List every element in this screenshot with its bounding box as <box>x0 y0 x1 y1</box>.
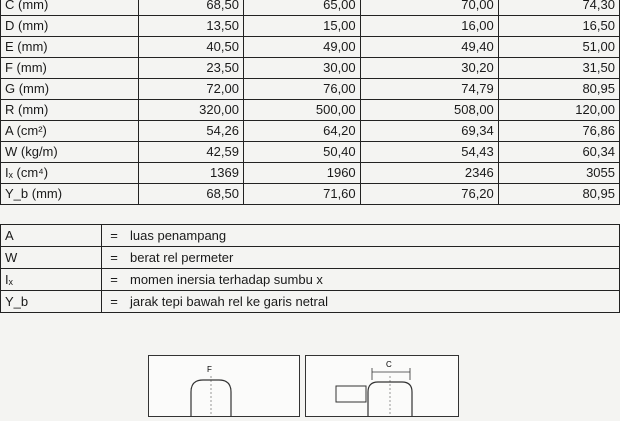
rail-head-outline <box>368 382 412 416</box>
rail-profile-drawing <box>306 356 458 416</box>
dimension-label-c: C <box>386 360 392 369</box>
rail-detail-box <box>336 386 366 402</box>
cell: 500,00 <box>243 100 360 121</box>
cell: 13,50 <box>138 16 243 37</box>
cell: 60,34 <box>498 142 619 163</box>
row-label: A (cm²) <box>1 121 139 142</box>
legend-equals: = <box>102 247 127 269</box>
cell: 80,95 <box>498 79 619 100</box>
table-row <box>1 163 620 184</box>
cell: 68,50 <box>138 0 243 16</box>
cell: 64,20 <box>243 121 360 142</box>
row-label: Y_b (mm) <box>1 184 139 205</box>
legend-row <box>1 225 620 247</box>
table-row <box>1 142 620 163</box>
cell: 2346 <box>360 163 498 184</box>
row-label: G (mm) <box>1 79 139 100</box>
row-label: F (mm) <box>1 58 139 79</box>
table-row <box>1 16 620 37</box>
rail-profile-drawing <box>149 356 299 416</box>
cell: 76,20 <box>360 184 498 205</box>
cell: 3055 <box>498 163 619 184</box>
cell: 508,00 <box>360 100 498 121</box>
cell: 42,59 <box>138 142 243 163</box>
legend-description: jarak tepi bawah rel ke garis netral <box>126 291 620 313</box>
legend-equals: = <box>102 291 127 313</box>
table-row <box>1 121 620 142</box>
cell: 49,00 <box>243 37 360 58</box>
cell: 72,00 <box>138 79 243 100</box>
table-row <box>1 184 620 205</box>
cell: 54,43 <box>360 142 498 163</box>
rail-profile-figure-left <box>148 355 300 417</box>
legend-row <box>1 269 620 291</box>
dimension-label-f: F <box>207 365 212 374</box>
table-row <box>1 58 620 79</box>
cell: 320,00 <box>138 100 243 121</box>
table-row <box>1 37 620 58</box>
legend-symbol: Iₓ <box>1 269 102 291</box>
legend-description: momen inersia terhadap sumbu x <box>126 269 620 291</box>
cell: 15,00 <box>243 16 360 37</box>
legend-description: berat rel permeter <box>126 247 620 269</box>
cell: 31,50 <box>498 58 619 79</box>
legend-symbol: W <box>1 247 102 269</box>
cell: 49,40 <box>360 37 498 58</box>
cell: 74,79 <box>360 79 498 100</box>
cell: 16,00 <box>360 16 498 37</box>
cell: 70,00 <box>360 0 498 16</box>
legend-equals: = <box>102 269 127 291</box>
cell: 1960 <box>243 163 360 184</box>
table-row <box>1 79 620 100</box>
cell: 120,00 <box>498 100 619 121</box>
table-row <box>1 100 620 121</box>
rail-profile-figure-right <box>305 355 459 417</box>
legend-row <box>1 291 620 313</box>
row-label: C (mm) <box>1 0 139 16</box>
cell: 76,00 <box>243 79 360 100</box>
cell: 30,20 <box>360 58 498 79</box>
cell: 50,40 <box>243 142 360 163</box>
legend-equals: = <box>102 225 127 247</box>
cell: 76,86 <box>498 121 619 142</box>
table-row <box>1 0 620 16</box>
cell: 68,50 <box>138 184 243 205</box>
cell: 65,00 <box>243 0 360 16</box>
row-label: E (mm) <box>1 37 139 58</box>
row-label: W (kg/m) <box>1 142 139 163</box>
cell: 23,50 <box>138 58 243 79</box>
cell: 71,60 <box>243 184 360 205</box>
cell: 74,30 <box>498 0 619 16</box>
cell: 54,26 <box>138 121 243 142</box>
cell: 30,00 <box>243 58 360 79</box>
cell: 16,50 <box>498 16 619 37</box>
cell: 40,50 <box>138 37 243 58</box>
legend-row <box>1 247 620 269</box>
cell: 1369 <box>138 163 243 184</box>
row-label: Iₓ (cm⁴) <box>1 163 139 184</box>
cell: 51,00 <box>498 37 619 58</box>
legend-symbol: A <box>1 225 102 247</box>
legend-description: luas penampang <box>126 225 620 247</box>
row-label: R (mm) <box>1 100 139 121</box>
rail-spec-table <box>0 0 620 205</box>
legend-table <box>0 224 620 313</box>
cell: 80,95 <box>498 184 619 205</box>
legend-symbol: Y_b <box>1 291 102 313</box>
cell: 69,34 <box>360 121 498 142</box>
row-label: D (mm) <box>1 16 139 37</box>
